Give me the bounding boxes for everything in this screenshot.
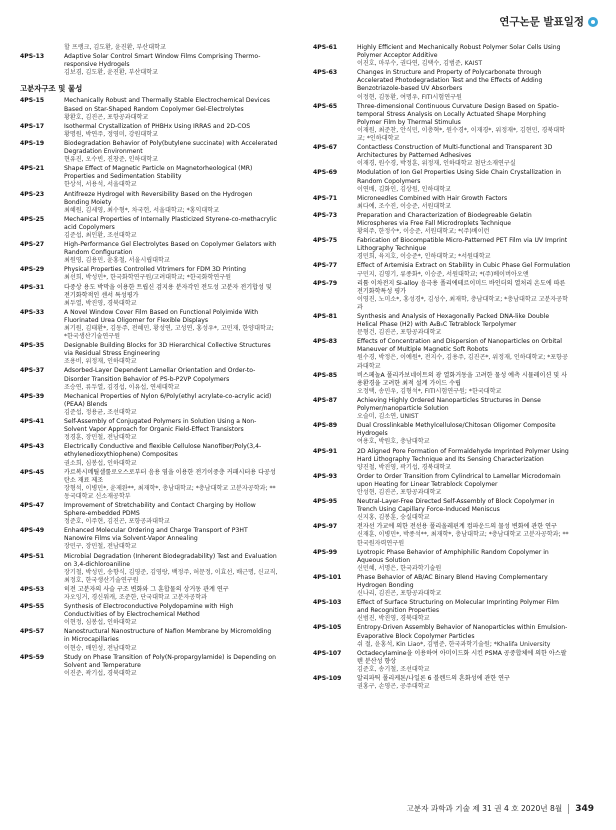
entry-number: 4PS-25: [20, 215, 45, 223]
entry-number: 4PS-57: [20, 628, 45, 636]
entry-body: [64, 418, 278, 442]
entry-body: [357, 313, 571, 337]
entry-title: 리튬 이차전지 Si-alloy 음극용 폴리에테르이미드 바인더의 열처리 온도에 따른 전기화학특성 평가: [357, 279, 566, 295]
entry-authors: 장민구, 장민철, 전남대학교: [64, 543, 137, 551]
entry-title: Order to Order Transition from Cylindrical to Lamellar Microdomain upon Heating for Linear Tetrablock Copolymer: [357, 472, 561, 488]
entry-body: [357, 599, 571, 623]
program-entry: [20, 309, 278, 341]
entry-authors: 현유진, 오수빈, 진창준, 인하대학교: [64, 156, 159, 164]
entry-body: [64, 165, 278, 189]
entry-authors: 김준호, 송기철, 조선대학교: [357, 665, 430, 673]
entry-body: [64, 191, 278, 215]
program-entry: [313, 448, 571, 472]
entry-number: 4PS-59: [20, 653, 45, 661]
entry-title: Synthesis and Analysis of Hexagonally Packed DNA-like Double Helical Phase (H2) with A₆B₅C Tetrablock Terpolymer: [357, 313, 550, 329]
entry-body: [357, 523, 571, 547]
entry-number: 4PS-55: [20, 603, 45, 611]
entry-number: 4PS-67: [313, 144, 338, 152]
entry-body: [357, 624, 571, 648]
entry-title: Effect of Artemisia Extract on Stability in Cubic Phase Gel Formulation: [357, 262, 571, 270]
program-entry: [20, 266, 278, 282]
program-entry: [313, 237, 571, 261]
entry-number: 4PS-65: [313, 102, 338, 110]
entry-number: 4PS-31: [20, 283, 45, 291]
entry-number: 4PS-93: [313, 472, 338, 480]
entry-title: Mechanically Robust and Thermally Stable Electrochemical Devices Based on Star-Shaped Random Copolymer Gel-Electrolytes: [64, 97, 270, 113]
entry-body: [64, 553, 278, 585]
program-entry: [313, 195, 571, 211]
entry-title: Improvement of Stretchability and Contact Charging by Hollow Sphere-embedded PDMS: [64, 501, 256, 518]
entry-number: 4PS-87: [313, 396, 338, 404]
entry-number: 4PS-71: [313, 194, 338, 202]
entry-body: [357, 473, 571, 497]
entry-title: Physical Properties Controlled Vitrimers for FDM 3D Printing: [64, 266, 247, 274]
entry-title: Lyotropic Phase Behavior of Amphiphilic Random Copolymer in Aqueous Solution: [357, 548, 549, 564]
entry-authors: 권홍구, 손영곤, 공주대학교: [357, 683, 430, 691]
program-entry: [20, 53, 278, 77]
entry-body: [357, 280, 571, 312]
program-entry: [313, 498, 571, 522]
entry-title: A Novel Window Cover Film Based on Functional Polyimide With Fluorinated Urea Oligomer for Flexible Displays: [64, 308, 259, 324]
entry-authors: 정경훈, 장민철, 전남대학교: [64, 434, 137, 442]
entry-authors: 황환호, 김진곤, 포항공과대학교: [64, 113, 149, 121]
program-entry: [313, 103, 571, 143]
entry-authors: 오정택, 송민우, 김형석*, FITI시험연구원; *한국대학교: [357, 387, 502, 395]
program-entry: [313, 169, 571, 193]
entry-authors: 최기원, 김태환*, 김동주, 전혜민, 황성연, 고성연, 홍성우*, 고민재, 한양대학교; *한국생산기술연구원: [64, 325, 274, 341]
entry-authors: 황의주, 한정수*, 이승준, 서원대학교; *(주)베이런: [357, 228, 490, 236]
program-entry: [20, 418, 278, 442]
entry-body: [357, 69, 571, 101]
entry-authors: 장형석, 이병민*, 윤제완**, 최재학*, 충남대학교; *충남대학교 고분자공학과; **동국대학교 신소재공학부: [64, 484, 276, 500]
entry-body: [357, 237, 571, 261]
program-entry: [313, 44, 571, 68]
entry-body: [64, 586, 278, 602]
entry-body: [64, 443, 278, 467]
entry-number: 4PS-49: [20, 527, 45, 535]
entry-authors: 최다예, 조수진, 이승준, 서원대학교: [357, 202, 452, 210]
entry-authors: 김보겸, 김도환, 윤진환, 부산대학교: [64, 69, 159, 77]
entry-authors: 자오잉거, 경신워캐, 조준한, 단국대학교 고분자공학과: [64, 594, 208, 601]
entry-authors: 최혜원, 김세영, 최수형*, 차국헌, 서울대학교; *홍익대학교: [64, 206, 220, 214]
entry-body: [357, 675, 571, 691]
entry-authors: 구민지, 김영기, 류종화*, 이승준, 서원대학교; *(주)베이버아오앤: [357, 270, 529, 278]
entry-body: [357, 44, 571, 68]
entry-title: Synthesis of Electroconductive Polydopamine with High Conductivities of by Electrochemical Method: [64, 603, 234, 619]
program-entry: [20, 469, 278, 501]
page-footer: [406, 803, 594, 814]
entry-number: 4PS-91: [313, 447, 338, 455]
program-entry: [313, 280, 571, 312]
entry-authors: 이정현, 김동환, 여명우, FITI시험연구원: [357, 93, 462, 101]
program-entry: [313, 313, 571, 337]
entry-title: Achieving Highly Ordered Nanoparticles Structures in Dense Polymer/nanoparticle Solution: [357, 396, 541, 413]
entry-title: Dual Crosslinkable Methylcellulose/Chitosan Oligomer Composite Hydrogels: [357, 422, 556, 438]
entry-number: 4PS-75: [313, 237, 338, 245]
entry-body: [64, 140, 278, 164]
entry-body: [64, 527, 278, 551]
entry-authors: 한상석, 서용석, 서울대학교: [64, 181, 137, 189]
entry-authors: 이진준, 곽기섭, 경북대학교: [64, 669, 137, 677]
entry-body: [357, 212, 571, 236]
entry-title: Effects of Concentration and Dispersion of Nanoparticles on Orbital Maneuver of Multiple Magnetic Soft Robots: [357, 338, 562, 354]
entry-number: 4PS-83: [313, 338, 338, 346]
entry-title: 히전 고분자의 사슬 구조 변화와 그 훈합물의 상거동 관계 연구: [64, 585, 229, 593]
entry-authors: 신민혜, 서명은, 한국과학기술원: [357, 564, 442, 572]
entry-authors: 이현승, 배인성, 전남대학교: [64, 644, 137, 652]
program-entry: [20, 165, 278, 189]
page-number: 349: [568, 804, 594, 814]
entry-number: 4PS-89: [313, 422, 338, 430]
entry-title: Entropy-Driven Assembly Behavior of Nanoparticles within Emulsion-Evaporative Block Copolymer Particles: [357, 624, 568, 640]
entry-body: [357, 372, 571, 396]
entry-body: [64, 216, 278, 240]
entry-body: [64, 241, 278, 265]
entry-body: [64, 53, 278, 77]
entry-authors: 이현정, 심봉섭, 인하대학교: [64, 619, 137, 627]
program-entry: [313, 473, 571, 497]
entry-number: 4PS-81: [313, 313, 338, 320]
program-entry: [313, 338, 571, 370]
program-entry: [20, 97, 278, 121]
entry-number: 4PS-23: [20, 190, 45, 198]
entry-body: [357, 448, 571, 472]
program-entry: [20, 527, 278, 551]
entry-number: 4PS-85: [313, 371, 338, 379]
entry-authors: 신지홍, 김봉훈, 숭실대학교: [357, 514, 430, 522]
entry-title: Neutral-Layer-Free Directed Self-Assembly of Block Copolymer in Trench Using Capillary Force-Induced Meniscus: [357, 498, 555, 514]
entry-authors: 이진호, 마부수, 권다연, 김택수, 김범준, KAIST: [357, 60, 483, 68]
entry-number: 4PS-101: [313, 573, 342, 581]
entry-number: [20, 44, 64, 52]
entry-authors: 문형건, 김진곤, 포항공과대학교: [357, 329, 442, 337]
program-entry: [20, 241, 278, 265]
entry-number: 4PS-15: [20, 97, 45, 105]
entry-title: 전자선 가교에 의한 전선용 폴리올레핀계 컴파운드의 물성 변화에 관한 연구: [357, 523, 557, 531]
program-entry: [20, 44, 278, 52]
program-entry: [20, 367, 278, 391]
entry-number: 4PS-43: [20, 443, 45, 451]
entry-number: 4PS-79: [313, 279, 338, 287]
entry-authors: 조용비, 위정재, 인하대학교: [64, 358, 137, 366]
entry-authors: 김준섭, 정용균, 조선대학교: [64, 408, 137, 416]
entry-authors: 경민희, 육지호, 이승준*, 인하대학교; *서원대학교: [357, 253, 491, 261]
entry-number: 4PS-13: [20, 53, 45, 61]
entry-title: 비스페놀A 폴리카보네이트의 광 열화거동을 고려한 물성 예측 시뮬레이션 및 사용환경을 고려한 최적 설계 가이드 수립: [357, 371, 567, 387]
entry-number: 4PS-37: [20, 367, 45, 375]
entry-body: [357, 650, 571, 674]
entry-authors: 정준호, 이주현, 김진곤, 포항공과대학교: [64, 518, 170, 526]
program-entry: [313, 212, 571, 236]
entry-body: [64, 628, 278, 652]
entry-title: Octadecylamine을 이용하여 아미이드화 시킨 PSMA 공중합체에 의한 아스팔텐 분산성 향상: [357, 649, 567, 665]
entry-body: [64, 502, 278, 526]
entry-body: [64, 603, 278, 627]
program-entry: [313, 422, 571, 446]
entry-body: [357, 338, 571, 370]
entry-authors: 조승연, 류두열, 김경섭, 이유섭, 연세대학교: [64, 383, 180, 391]
entry-number: 4PS-19: [20, 139, 45, 147]
entry-number: 4PS-51: [20, 552, 45, 560]
program-entry: [20, 216, 278, 240]
entry-body: [357, 169, 571, 193]
entry-title: Contactless Construction of Multi-functional and Transparent 3D Architectures by Patterned Adhesives: [357, 144, 553, 160]
program-entry: [313, 262, 571, 278]
entry-body: [64, 342, 278, 366]
entry-number: 4PS-61: [313, 44, 338, 51]
entry-title: Preparation and Characterization of Biodegreable Gelatin Microspheres via Free Fall Microdroplets Technique: [357, 211, 532, 227]
entry-body: [357, 498, 571, 522]
entry-body: [357, 422, 571, 446]
entry-authors: 이영진, 노미소*, 홍성경*, 김성수, 최재학, 충남대학교; *충남대학교 고분자공학과: [357, 295, 569, 311]
entry-number: 4PS-73: [313, 211, 338, 219]
entry-authors: 최선희, 박성민*, 한국화학연구원/고려대학교; *한국화학연구원: [64, 274, 232, 282]
page-header: [499, 14, 598, 29]
program-entry: [20, 140, 278, 164]
entry-body: [357, 144, 571, 168]
entry-title: Mechanical Properties of Internally Plasticized Styrene-co-methacrylic acid Copolymers: [64, 215, 277, 231]
entry-title: Mechanical Properties of Nylon 6/Poly(ethyl acrylate-co-acrylic acid) (PEAA) Blends: [64, 392, 272, 408]
program-entry: [313, 397, 571, 421]
entry-body: [64, 44, 278, 52]
entry-number: 4PS-107: [313, 649, 342, 657]
program-entry: [313, 523, 571, 547]
program-entry: [20, 654, 278, 678]
program-entry: [313, 650, 571, 674]
entry-body: [64, 309, 278, 341]
entry-number: 4PS-95: [313, 498, 338, 506]
entry-body: [357, 549, 571, 573]
entry-title: Self-Assembly of Conjugated Polymers in Solution Using a Non-Solvent Vapor Approach for Organic Field-Effect Transistors: [64, 418, 257, 434]
program-entry: [20, 628, 278, 652]
program-entry: [20, 443, 278, 467]
entry-title: Isothermal Crystallization of PHBHx Using IRRAS and 2D-COS: [64, 122, 251, 130]
entry-authors: 장기철, 박성민, 송향식, 김영준, 김영랑, 백정주, 허문정, 이효선, 배근명, 신교직, 최정호, 한국생산기술연구원: [64, 568, 278, 584]
entry-title: Antifreeze Hydrogel with Reversibility Based on the Hydrogen Bonding Moiety: [64, 190, 253, 206]
entry-number: 4PS-35: [20, 342, 45, 350]
entry-title: Effect of Surface Structuring on Molecular Imprinting Polymer Film and Recognition Properties: [357, 599, 559, 615]
entry-body: [357, 103, 571, 143]
entry-authors: 신범진, 박진영, 경북대학교: [357, 615, 430, 623]
entry-title: Adsorbed-Layer Dependent Lamellar Orientation and Order-to-Disorder Transition Behavior of PS-b-P2VP Copolymers: [64, 367, 256, 383]
entry-number: 4PS-17: [20, 122, 45, 130]
program-entry: [313, 372, 571, 396]
entry-number: 4PS-77: [313, 262, 338, 270]
entry-title: High-Performance Gel Electrolytes Based on Copolymer Gelators with Random Configuration: [64, 241, 277, 257]
circle-bullet-icon: [588, 17, 598, 27]
header-title: 연구논문 발표일정: [499, 16, 584, 28]
entry-number: 4PS-27: [20, 241, 45, 249]
entry-body: [64, 97, 278, 121]
program-entry: [313, 599, 571, 623]
entry-number: 4PS-39: [20, 392, 45, 400]
entry-body: [357, 195, 571, 211]
entry-title: Microbial Degradation (Inherent Biodegradability) Test and Evaluation on 3,4-dichloroaniline: [64, 552, 277, 568]
program-entry: [313, 144, 571, 168]
entry-authors: 최두열, 박진영, 경북대학교: [64, 299, 137, 307]
program-entry: [313, 549, 571, 573]
program-entry: [313, 624, 571, 648]
entry-authors: 김준섭, 최인환, 조선대학교: [64, 231, 137, 239]
entry-authors: 신나리, 김진곤, 포항공과대학교: [357, 590, 442, 598]
entry-title: Three-dimensional Continuous Curvature Design Based on Spatio-temporal Stress Analysis on Locally Actuated Shape Morphing Polymer Film by Thermal Stimulus: [357, 102, 559, 126]
entry-authors: 안성현, 김진곤, 포항공과대학교: [357, 488, 442, 496]
entry-authors: 이재경, 원수경, 박정훈, 위정재, 인하대학교 첨단소재연구실: [357, 160, 516, 168]
entry-authors: 이재원, 최준찬, 안식민, 이충혁*, 원수경*, 이재경*, 위정재*, 김현민, 경북대학교; *인하대학교: [357, 126, 566, 143]
entry-title: Changes in Structure and Property of Polycarbonate through Accelerated Photodegradation Test and the Effects of Adding Benzotriazole-based UV Absorbers: [357, 69, 543, 93]
entry-authors: 황명원, 박연주, 정영미, 강원대학교: [64, 130, 159, 138]
entry-number: 4PS-63: [313, 69, 338, 77]
entry-title: 알리파틱 폴리케톤/나일론 6 블렌드의 혼화성에 관한 연구: [357, 675, 510, 683]
entry-title: Modulation of Ion Gel Properties Using Side Chain Crystallization in Random Copolymers: [357, 169, 562, 185]
program-entry: [20, 553, 278, 585]
program-entry: [20, 284, 278, 308]
entry-number: 4PS-41: [20, 418, 45, 426]
program-entry: [20, 586, 278, 602]
section-heading: 고분자구조 및 물성: [20, 84, 83, 94]
entry-number: 4PS-103: [313, 599, 342, 607]
program-entry: [20, 502, 278, 526]
entry-authors: 이연배, 김화인, 김상원, 인하대학교: [357, 185, 452, 193]
entry-authors: 쉬 절, 윤홍석, Kin Liao*, 김범준, 한국과학기술원; *Khalifa University: [357, 640, 551, 648]
program-entry: [20, 191, 278, 215]
entry-title: Highly Efficient and Mechanically Robust Polymer Solar Cells Using Polymer Acceptor Additive: [357, 44, 561, 60]
entry-title: Electrically Conductive and flexible Cellulose Nanofiber/Poly(3,4-ethylenedioxythiophene) Composites: [64, 443, 262, 459]
entry-authors: 오슬미, 김소연, UNIST: [357, 413, 419, 421]
entry-title: Biodegradation Behavior of Poly(butylene succinate) with Accelerated Degradation Environment: [64, 139, 278, 156]
entry-number: 4PS-45: [20, 468, 45, 476]
entry-number: 4PS-69: [313, 169, 338, 177]
entry-title: Shape Effect of Magnetic Particle on Magnetorheological (MR) Properties and Sedimentation Stability: [64, 165, 253, 181]
entry-authors: 최원영, 김용민, 윤홍철, 서울시립대학교: [64, 257, 170, 265]
program-entry: [313, 574, 571, 598]
entry-title: Phase Behavior of AB/AC Binary Blend Having Complementary Hydrogen Bonding: [357, 573, 548, 589]
entry-number: 4PS-53: [20, 585, 45, 593]
program-entry: [20, 123, 278, 139]
entry-body: [64, 469, 278, 501]
entry-title: 카르복시메틸셀룰로오스로부터 음용 염을 이용한 전기이중층 커패시터용 다공성 탄소 재료 제조: [64, 468, 276, 484]
entry-number: 4PS-105: [313, 624, 342, 632]
right-column: [313, 44, 571, 692]
left-column: [20, 44, 278, 679]
entry-authors: 여용호, 박원호, 충남대학교: [357, 438, 430, 446]
entry-title: Study on Phase Transition of Poly(N-propargylamide) is Depending on Solvent and Temperature: [64, 653, 277, 669]
entry-body: [64, 367, 278, 391]
entry-body: [64, 284, 278, 308]
entry-title: Adaptive Solar Control Smart Window Films Comprising Thermo-responsive Hydrogels: [64, 53, 261, 69]
entry-number: 4PS-33: [20, 308, 45, 316]
program-entry: [313, 69, 571, 101]
entry-title: Enhanced Molecular Ordering and Charge Transport of P3HT Nanowire Films via Solvent-Vapor Annealing: [64, 527, 248, 543]
entry-number: 4PS-29: [20, 266, 45, 274]
entry-number: 4PS-99: [313, 548, 338, 556]
entry-title: 다중상 용도 박막을 이용한 트립신 검지용 분자각인 전도성 고분자 전기합성 및 전기화학적인 센서 특성평가: [64, 283, 272, 299]
entry-number: 4PS-109: [313, 675, 342, 683]
entry-body: [357, 574, 571, 598]
entry-body: [357, 397, 571, 421]
entry-number: 4PS-47: [20, 501, 45, 509]
entry-title: 2D Aligned Pore Formation of Formaldehyde Imprinted Polymer Using Hard Lithography Technique and Its Sensing Characterization: [357, 447, 569, 463]
entry-authors: 신재훈, 이병민*, 박종석**, 최재학*, 충남대학교; *충남대학교 고분자공학과; **한국원자력연구원: [357, 531, 569, 547]
entry-title: Microneedles Combined with Hair Growth Factors: [357, 194, 508, 202]
program-entry: [20, 603, 278, 627]
program-entry: [20, 342, 278, 366]
entry-title: Designable Building Blocks for 3D Hierarchical Collective Structures via Residual Stress Engineering: [64, 342, 271, 358]
entry-authors: 할 프랭크, 김도환, 윤진환, 부산대학교: [64, 44, 166, 51]
entry-body: [64, 266, 278, 282]
entry-number: 4PS-97: [313, 523, 338, 531]
entry-authors: 양진철, 박진영, 곽기섭, 경북대학교: [357, 463, 452, 471]
entry-title: Fabrication of Biocompatible Micro-Patterned PET Film via UV Imprint Lithography Technique: [357, 237, 568, 253]
footer-journal: 고분자 과학과 기술 제 31 권 4 호 2020년 8월: [406, 804, 563, 813]
entry-authors: 원수경, 박정은, 이예원*, 전지수, 김용주, 김진곤*, 위정재, 인하대학교; *포항공과대학교: [357, 354, 568, 370]
program-entry: [20, 393, 278, 417]
entry-number: 4PS-21: [20, 165, 45, 173]
entry-body: [64, 654, 278, 678]
entry-body: [357, 262, 571, 278]
entry-title: Nanostructural Nanostructure of Nafion Membrane by Micromolding in Microcapillaries: [64, 628, 272, 644]
entry-body: [64, 123, 278, 139]
entry-authors: 권소희, 심봉섭, 인하대학교: [64, 459, 137, 467]
entry-body: [64, 393, 278, 417]
program-entry: [313, 675, 571, 691]
